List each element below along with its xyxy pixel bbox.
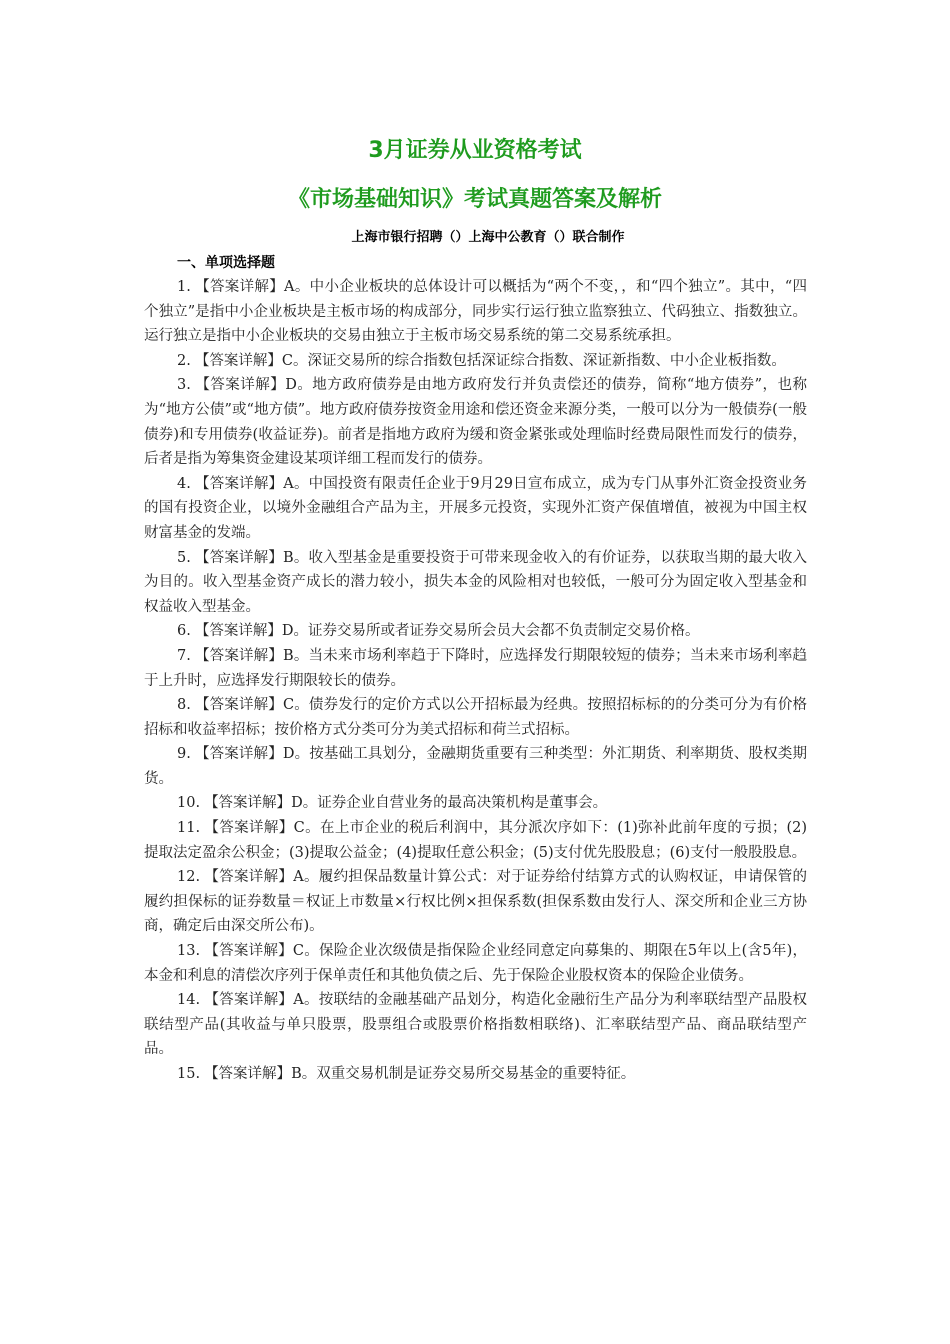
document-title-line1: 3月证券从业资格考试 — [368, 138, 582, 163]
answer-item — [144, 816, 807, 865]
answer-number: 8. — [177, 697, 191, 714]
answer-tag: 【答案详解】 — [194, 279, 285, 295]
answer-item — [144, 275, 807, 349]
answer-item — [144, 742, 807, 791]
answer-number: 7. — [177, 647, 191, 664]
document-title-line2: 《市场基础知识》考试真题答案及解析 — [287, 187, 662, 212]
section-heading: 一、单项选择题 — [177, 255, 275, 271]
answer-number: 2. — [177, 352, 191, 369]
answer-item — [144, 349, 807, 374]
answer-text: D。按基础工具划分，金融期货重要有三种类型：外汇期货、利率期货、股权类期货。 — [144, 746, 808, 787]
answer-number: 10. — [177, 795, 201, 812]
answer-item — [144, 472, 807, 546]
answer-number: 9. — [177, 746, 191, 763]
answer-text: A。中国投资有限责任企业于9月29日宣布成立，成为专门从事外汇资金投资业务的国有投资企业，以境外金融组合产品为主，开展多元投资，实现外汇资产保值增值，被视为中国主权财富基金的发端。 — [144, 475, 807, 541]
answer-text: A。中小企业板块的总体设计可以概括为“两个不变，，和“四个独立”。其中，“四个独立”是指中小企业板块是主板市场的构成部分，同步实行运行独立监察独立、代码独立、指数独立。运行独立是指中小企业板块的交易由独立于主板市场交易系统的第二交易系统承担。 — [144, 279, 808, 345]
answer-tag: 【答案详解】 — [194, 647, 284, 664]
answer-tag: 【答案详解】 — [204, 820, 294, 837]
answer-text: D。证券交易所或者证券交易所会员大会都不负责制定交易价格。 — [281, 623, 700, 640]
answer-tag: 【答案详解】 — [194, 746, 283, 763]
answer-tag: 【答案详解】 — [194, 623, 282, 640]
answer-tag: 【答案详解】 — [194, 697, 283, 714]
document-subtitle: 上海市银行招聘（）上海中公教育（）联合制作 — [351, 230, 625, 245]
answer-number: 1. — [177, 279, 191, 295]
answer-text: C。债券发行的定价方式以公开招标最为经典。按照招标标的的分类可分为有价格招标和收益率招标；按价格方式分类可分为美式招标和荷兰式招标。 — [144, 697, 807, 738]
answer-item — [144, 619, 807, 644]
answer-item — [144, 1062, 807, 1087]
answer-tag: 【答案详解】 — [194, 549, 284, 566]
answer-text: B。收入型基金是重要投资于可带来现金收入的有价证券，以获取当期的最大收入为目的。收入型基金资产成长的潜力较小，损失本金的风险相对也较低，一般可分为固定收入型基金和权益收入型基金。 — [144, 549, 808, 615]
answer-item — [144, 373, 807, 471]
answer-number: 3. — [177, 377, 191, 394]
answer-tag: 【答案详解】 — [204, 943, 293, 960]
answer-tag: 【答案详解】 — [204, 795, 292, 812]
answer-item — [144, 644, 807, 693]
answer-text: B。双重交易机制是证券交易所交易基金的重要特征。 — [291, 1066, 636, 1082]
answer-tag: 【答案详解】 — [204, 869, 294, 886]
answer-number: 5. — [177, 549, 191, 566]
answer-number: 4. — [177, 475, 191, 492]
answer-number: 15. — [177, 1066, 201, 1082]
answer-text: B。当未来市场利率趋于下降时，应选择发行期限较短的债券；当未来市场利率趋于上升时，应选择发行期限较长的债券。 — [144, 647, 808, 689]
answer-text: D。证券企业自营业务的最高决策机构是董事会。 — [291, 795, 608, 812]
answer-tag: 【答案详解】 — [204, 1066, 292, 1082]
answer-number: 11. — [177, 820, 201, 837]
answer-item — [144, 988, 807, 1062]
answer-number: 14. — [177, 992, 201, 1009]
answer-number: 13. — [177, 943, 201, 960]
answer-item — [144, 791, 807, 816]
answer-text: C。保险企业次级债是指保险企业经同意定向募集的、期限在5年以上(含5年)，本金和利息的清偿次序列于保单责任和其他负债之后、先于保险企业股权资本的保险企业债务。 — [144, 943, 808, 984]
answer-list — [144, 275, 807, 1087]
answer-item — [144, 939, 807, 988]
answer-number: 6. — [177, 623, 191, 640]
answer-tag: 【答案详解】 — [194, 475, 284, 492]
answer-tag: 【答案详解】 — [194, 352, 282, 369]
answer-item — [144, 865, 807, 939]
answer-text: A。按联结的金融基础产品划分，构造化金融衍生产品分为利率联结型产品股权联结型产品(其收益与单只股票，股票组合或股票价格指数相联络)、汇率联结型产品、商品联结型产品。 — [144, 992, 808, 1058]
answer-text: C。在上市企业的税后利润中，其分派次序如下：(1)弥补此前年度的亏损；(2)提取法定盈余公积金；(3)提取公益金；(4)提取任意公积金；(5)支付优先股股息；(6)支付一般股股息。 — [144, 820, 808, 861]
answer-item — [144, 546, 807, 620]
answer-tag: 【答案详解】 — [194, 377, 286, 394]
answer-number: 12. — [177, 869, 201, 886]
answer-tag: 【答案详解】 — [204, 992, 294, 1009]
answer-text: D。地方政府债券是由地方政府发行并负责偿还的债券，简称“地方债券”，也称为“地方公债”或“地方债”。地方政府债券按资金用途和偿还资金来源分类，一般可以分为一般债券(一般债券)和专用债券(收益证券)。前者是指地方政府为缓和资金紧张或处理临时经费局限性而发行的债券，后者是指为筹集资金建设某项详细工程而发行的债券。 — [144, 377, 808, 468]
answer-text: A。履约担保品数量计算公式：对于证券给付结算方式的认购权证，申请保管的履约担保标的证券数量＝权证上市数量×行权比例×担保系数(担保系数由发行人、深交所和企业三方协商，确定后由深交所公布)。 — [144, 869, 808, 935]
answer-item — [144, 693, 807, 742]
answer-text: C。深证交易所的综合指数包括深证综合指数、深证新指数、中小企业板指数。 — [281, 352, 786, 369]
